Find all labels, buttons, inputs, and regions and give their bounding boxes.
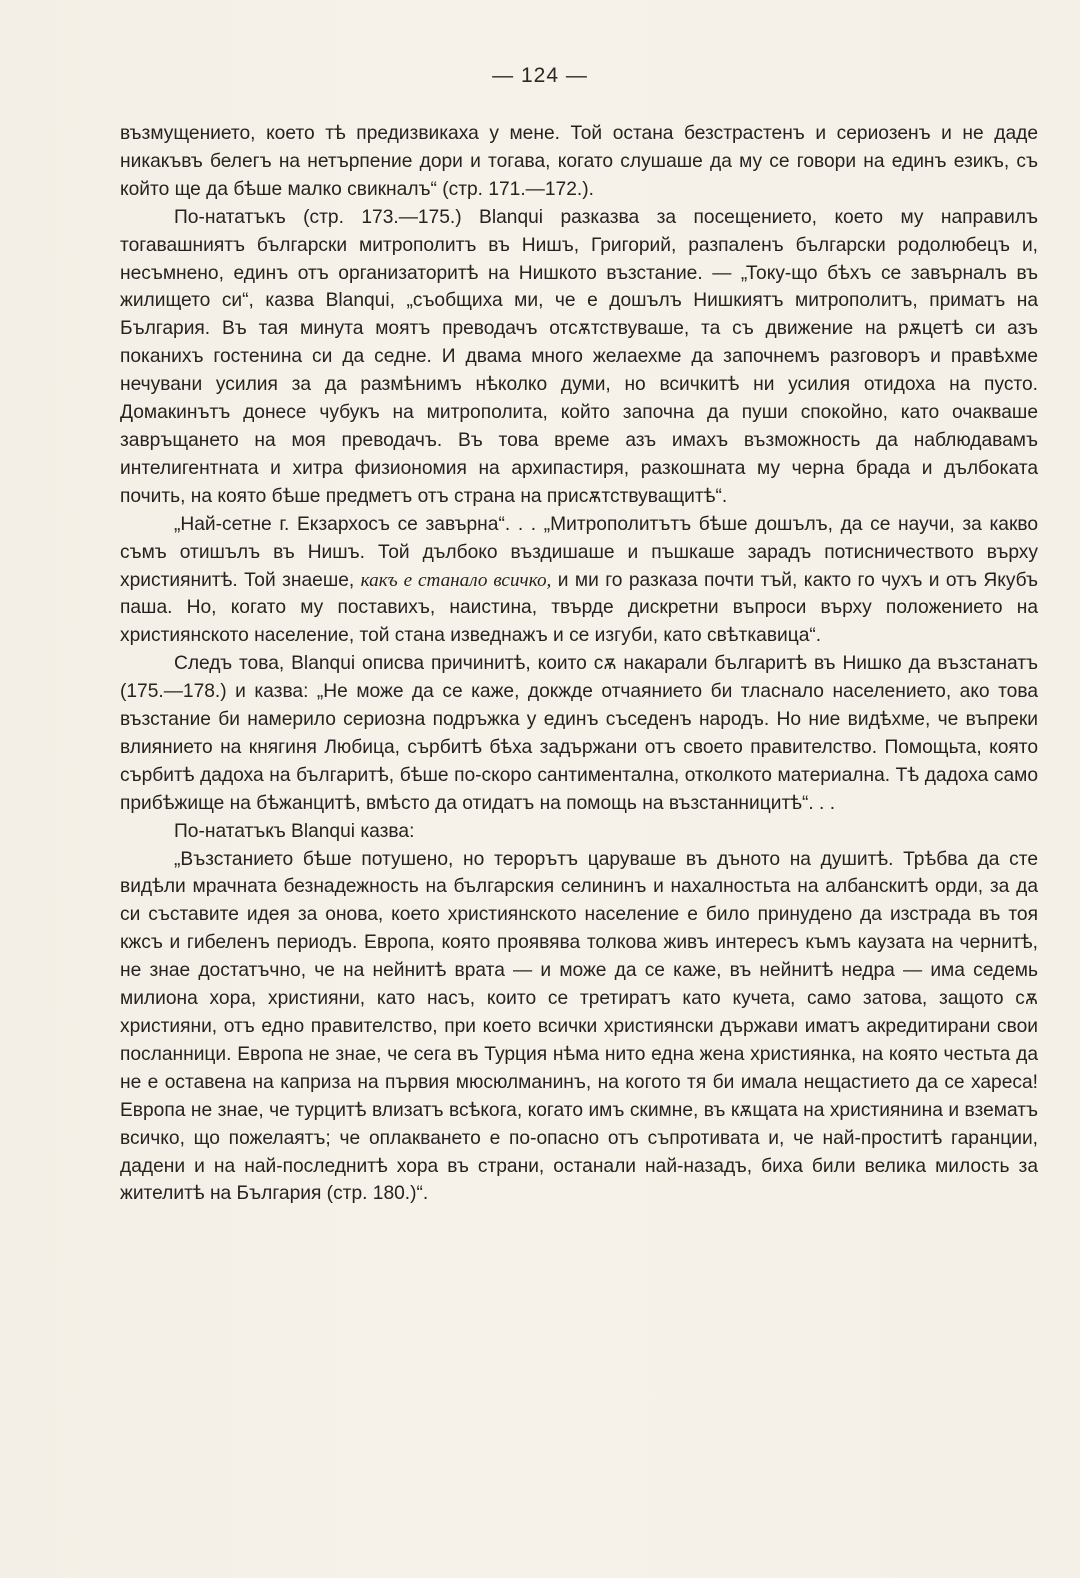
page-number: — 124 — xyxy=(492,64,588,87)
paragraph-6: „Възстанието бѣше потушено, но терорътъ царуваше въ дъното на душитѣ. Трѣбва да сте видѣли мрачната безнадежность на българския селининъ и нахалностьта на албанскитѣ орди, за да си съставите идея за онова, което християнското население е било принудено да изстрада въ тоя кжсъ и гибеленъ периодъ. Европа, която проявява толкова живъ интересъ къмъ каузата на чернитѣ, не знае достатъчно, че на нейнитѣ врата — и може да се каже, въ нейнитѣ недра — има седемь милиона хора, християни, като насъ, които се третиратъ като кучета, само затова, защото сѫ християни, отъ едно правителство, при което всички християнски държави иматъ акредитирани свои посланници. Европа не знае, че сега въ Турция нѣма нито една жена християнка, на която честьта да не е оставена на каприза на първия мюсюлманинъ, на когото тя би имала нещастието да се хареса! Европа не знае, че турцитѣ влизатъ всѣкога, когато имъ скимне, въ кѫщата на християнина и взематъ всичко, що пожелаятъ; че оплакването е по-опасно отъ съпротивата и, че най-проститѣ гаранции, дадени и на най-последнитѣ хора въ страни, останали най-назадъ, биха били велика милость за жителитѣ на България (стр. 180.)“. xyxy=(120,848,1038,1205)
paragraph-3-before: „Най-сетне г. Екзархосъ се завърна“. . . „Митрополитътъ бѣше дошълъ, да се научи, за какво съмъ отишълъ въ Нишъ. Той дълбоко въздишаше и пъшкаше зарадъ потисничеството върху християнитѣ. Той знаеше, xyxy=(120,513,1038,591)
body-text xyxy=(120,120,1038,1208)
paragraph-3 xyxy=(120,511,1038,651)
paragraph-1: възмущението, което тѣ предизвикаха у мене. Той остана безстрастенъ и сериозенъ и не даде никакъвъ белегъ на нетърпение дори и тогава, когато слушаше да му се говори на единъ езикъ, съ който ще да бѣше малко свикналъ“ (стр. 171.—172.). xyxy=(120,123,1038,200)
paragraph-5: По-нататъкъ Blanqui казва: xyxy=(174,820,415,842)
paragraph-3-emphasis: какъ е станало всичко, xyxy=(360,569,552,591)
paragraph-2: По-нататъкъ (стр. 173.—175.) Blanqui разказва за посещението, което му направилъ тогавашниятъ български митрополитъ въ Нишъ, Григорий, разпаленъ български родолюбецъ и, несъмнено, единъ отъ организаторитѣ на Нишкото възстание. — „Току-що бѣхъ се завърналъ въ жилището си“, казва Blanqui, „съобщиха ми, че е дошълъ Нишкиятъ митрополитъ, приматъ на България. Въ тая минута моятъ преводачъ отсѫтствуваше, та съ движение на рѫцетѣ си азъ поканихъ гостенина си да седне. И двама много желаехме да започнемъ разговоръ и правѣхме нечувани усилия за да размѣнимъ нѣколко думи, но всичкитѣ ни усилия отидоха на пусто. Домакинътъ донесе чубукъ на митрополита, който започна да пуши спокойно, като очакваше завръщането на моя преводачъ. Въ това време азъ имахъ възможность да наблюдавамъ интелигентната и хитра физиономия на архипастиря, разкошната му черна брада и дълбоката почить, на която бѣше предметъ отъ страна на присѫтствуващитѣ“. xyxy=(120,206,1038,507)
paragraph-4: Следъ това, Blanqui описва причинитѣ, които сѫ накарали българитѣ въ Нишко да възстанатъ (175.—178.) и казва: „Не може да се каже, докжде отчаянието би тласнало населението, ако това възстание би намерило сериозна подръжка у единъ съседенъ народъ. Но ние видѣхме, че въпреки влиянието на княгиня Любица, сърбитѣ бѣха задържани отъ своето правителство. Помощьта, която сърбитѣ дадоха на българитѣ, бѣше по-скоро сантиментална, отколкото материална. Тѣ дадоха само прибѣжище на бѣжанцитѣ, вмѣсто да отидатъ на помощь на възстанницитѣ“. . . xyxy=(120,653,1038,814)
paragraph-3-after: и ми го разказа почти тъй, както го чухъ и отъ Якубъ паша. Но, когато му поставихъ, наистина, твърде дискретни въпроси върху положението на християнското население, той стана изведнажъ и се изгуби, като свѣткавица“. xyxy=(120,569,1038,647)
